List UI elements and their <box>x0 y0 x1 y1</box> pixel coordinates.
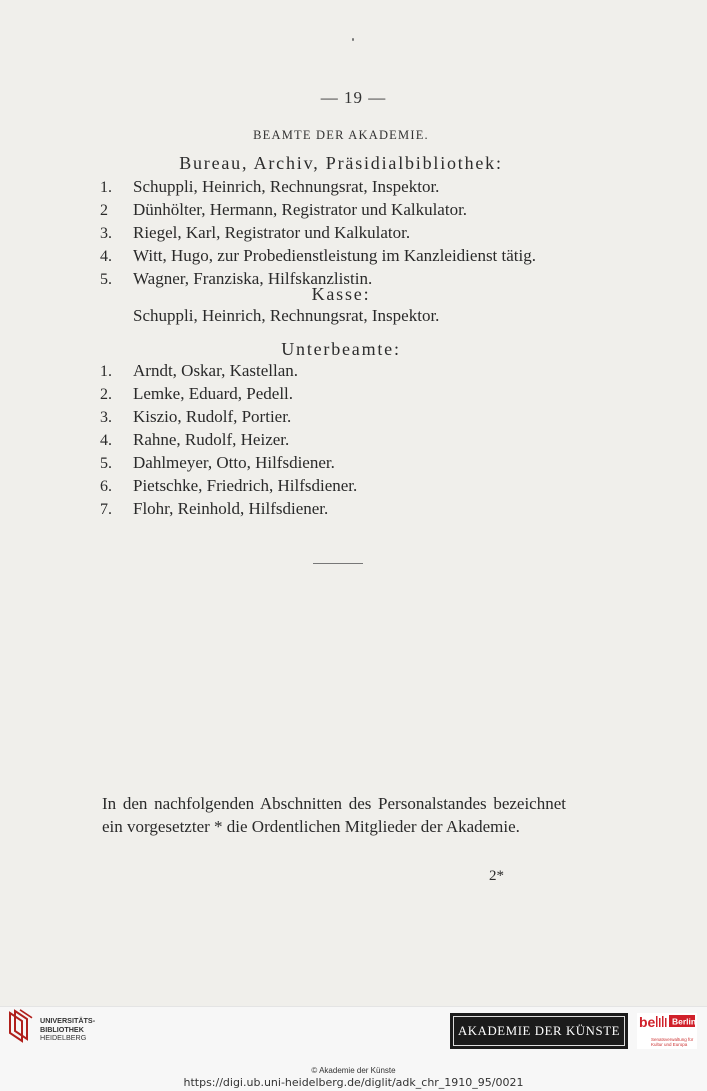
svg-text:be: be <box>639 1014 656 1030</box>
copyright-notice: © Akademie der Künste <box>311 1066 396 1075</box>
kasse-heading: Kasse: <box>311 284 371 304</box>
list-item <box>100 428 580 451</box>
list-item <box>100 497 580 520</box>
permalink-url[interactable]: https://digi.ub.uni-heidelberg.de/diglit/adk_chr_1910_95/0021 <box>183 1076 524 1089</box>
print-speck <box>352 38 354 41</box>
bureau-list <box>100 175 580 290</box>
list-item-number: 2. <box>100 386 112 403</box>
list-item-text: Riegel, Karl, Registrator und Kalkulator. <box>133 223 411 242</box>
list-item-text: Rahne, Rudolf, Heizer. <box>133 430 290 449</box>
list-item-text: Kiszio, Rudolf, Portier. <box>133 407 292 426</box>
university-library-logo-icon[interactable] <box>8 1009 36 1043</box>
list-item-number: 1. <box>100 179 112 196</box>
list-item-text: Pietschke, Friedrich, Hilfsdiener. <box>133 476 358 495</box>
list-item-text: Schuppli, Heinrich, Rechnungsrat, Inspektor. <box>133 177 440 196</box>
list-item-text: Dünhölter, Hermann, Registrator und Kalkulator. <box>133 200 468 219</box>
list-item-text: Flohr, Reinhold, Hilfsdiener. <box>133 499 329 518</box>
list-item-text: Arndt, Oskar, Kastellan. <box>133 361 299 380</box>
unterbeamte-heading: Unterbeamte: <box>281 339 401 359</box>
list-item-text: Wagner, Franziska, Hilfskanzlistin. <box>133 269 373 288</box>
list-item <box>100 244 580 267</box>
list-item <box>100 359 580 382</box>
list-item-number: 4. <box>100 432 112 449</box>
list-item <box>100 221 580 244</box>
footnote-paragraph: In den nachfolgenden Abschnitten des Personalstandes bezeichnet ein vorgesetzter * die Ordentlichen Mitglieder der Akademie. <box>102 794 566 836</box>
university-library-name[interactable] <box>40 1017 95 1043</box>
library-line-3: HEIDELBERG <box>40 1033 87 1043</box>
academy-badge-label: AKADEMIE DER KÜNSTE <box>453 1016 625 1046</box>
svg-text:Berlin: Berlin <box>672 1016 697 1027</box>
sheet-signature: 2* <box>489 868 504 884</box>
unterbeamte-list <box>100 359 580 520</box>
list-item-number: 4. <box>100 248 112 265</box>
list-item-text: Witt, Hugo, zur Probedienstleistung im Kanzleidienst tätig. <box>133 246 536 265</box>
list-item-number: 1. <box>100 363 112 380</box>
list-item <box>100 451 580 474</box>
list-item <box>100 405 580 428</box>
list-item <box>100 175 580 198</box>
library-line-1: UNIVERSITÄTS- <box>40 1016 96 1025</box>
section-heading: BEAMTE DER AKADEMIE. <box>253 128 429 142</box>
berlin-logo-subtitle: Senatsverwaltung für Kultur und Europa <box>651 1037 694 1047</box>
academy-badge[interactable] <box>450 1013 628 1049</box>
list-item-text: Lemke, Eduard, Pedell. <box>133 384 294 403</box>
page-number: — 19 — <box>320 88 387 107</box>
list-item-number: 6. <box>100 478 112 495</box>
list-item <box>100 382 580 405</box>
list-item-number: 3. <box>100 225 112 242</box>
list-item-number: 5. <box>100 271 112 288</box>
kasse-entry: Schuppli, Heinrich, Rechnungsrat, Inspektor. <box>133 306 440 325</box>
list-item-text: Dahlmeyer, Otto, Hilfsdiener. <box>133 453 335 472</box>
list-item-number: 3. <box>100 409 112 426</box>
list-item-number: 2 <box>100 202 108 219</box>
list-item <box>100 198 580 221</box>
list-item <box>100 474 580 497</box>
section-divider <box>313 563 363 564</box>
list-item-number: 5. <box>100 455 112 472</box>
library-line-2: BIBLIOTHEK <box>40 1024 84 1034</box>
list-item-number: 7. <box>100 501 112 518</box>
bureau-heading: Bureau, Archiv, Präsidialbibliothek: <box>179 153 503 173</box>
